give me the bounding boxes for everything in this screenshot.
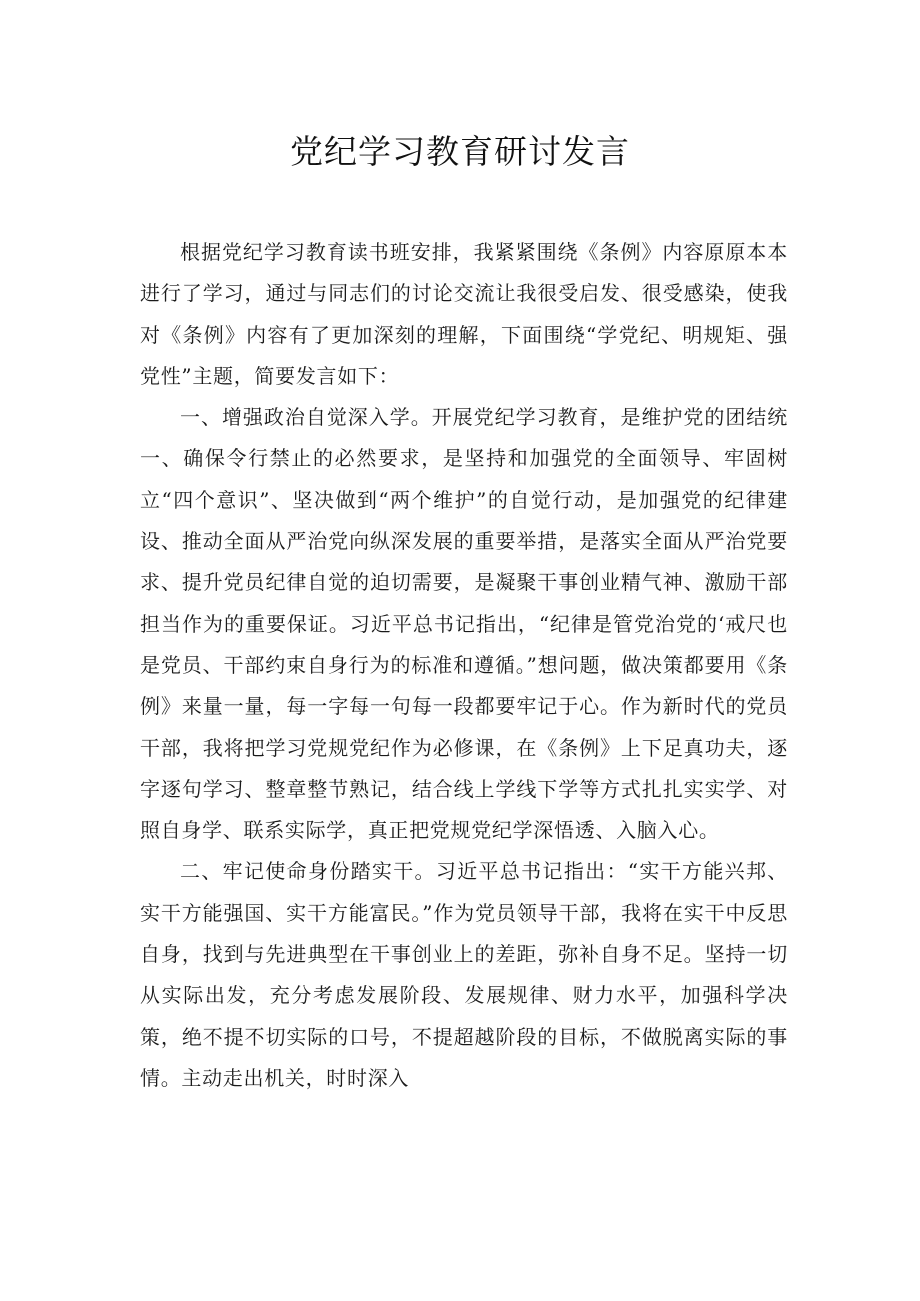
document-body <box>140 232 788 1099</box>
paragraph-section-two: 二、牢记使命身份踏实干。习近平总书记指出：“实干方能兴邦、实干方能强国、实干方能富民。”作为党员领导干部，我将在实干中反思自身，找到与先进典型在干事创业上的差距，弥补自身不足。坚持一切从实际出发，充分考虑发展阶段、发展规律、财力水平，加强科学决策，绝不提不切实际的口号，不提超越阶段的目标，不做脱离实际的事情。主动走出机关，时时深入 <box>140 859 788 1090</box>
paragraph-intro: 根据党纪学习教育读书班安排，我紧紧围绕《条例》内容原原本本进行了学习，通过与同志们的讨论交流让我很受启发、很受感染，使我对《条例》内容有了更加深刻的理解，下面围绕“学党纪、明规矩、强党性”主题，简要发言如下： <box>140 240 788 388</box>
paragraph-section-one: 一、增强政治自觉深入学。开展党纪学习教育，是维护党的团结统一、确保令行禁止的必然要求，是坚持和加强党的全面领导、牢固树立“四个意识”、坚决做到“两个维护”的自觉行动，是加强党的纪律建设、推动全面从严治党向纵深发展的重要举措，是落实全面从严治党要求、提升党员纪律自觉的迫切需要，是凝聚干事创业精气神、激励干部担当作为的重要保证。习近平总书记指出，“纪律是管党治党的‘戒尺也是党员、干部约束自身行为的标准和遵循。”想问题，做决策都要用《条例》来量一量，每一字每一句每一段都要牢记于心。作为新时代的党员干部，我将把学习党规党纪作为必修课，在《条例》上下足真功夫，逐字逐句学习、整章整节熟记，结合线上学线下学等方式扎扎实实学、对照自身学、联系实际学，真正把党规党纪学深悟透、入脑入心。 <box>140 405 788 843</box>
document-title: 党纪学习教育研讨发言 <box>290 132 630 171</box>
